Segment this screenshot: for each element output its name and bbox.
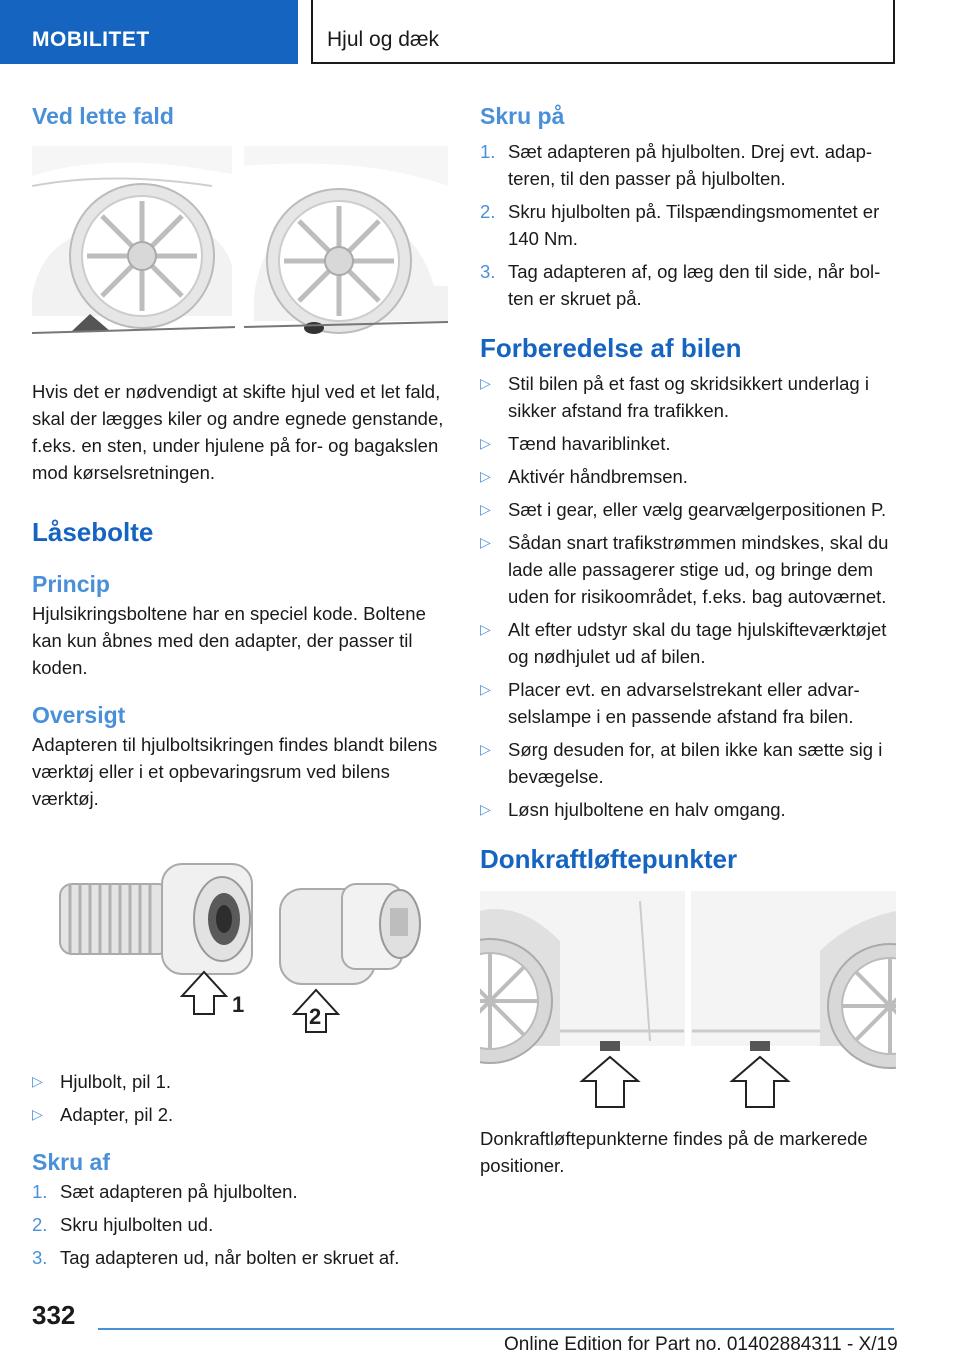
triangle-bullet-icon: ▷ <box>480 681 491 697</box>
heading-jack-points: Donkraftløftepunkter <box>480 844 738 874</box>
heading-unscrew: Skru af <box>32 1149 110 1175</box>
overview-list <box>32 1068 452 1128</box>
list-item-text: Tænd havariblinket. <box>508 433 671 454</box>
list-item <box>480 676 896 730</box>
triangle-bullet-icon: ▷ <box>480 375 491 391</box>
triangle-bullet-icon: ▷ <box>480 534 491 550</box>
step-item <box>32 1244 452 1271</box>
step-item <box>32 1211 452 1238</box>
jack-point-arrow-icon <box>732 1057 788 1107</box>
arrow-2-icon <box>294 990 338 1032</box>
step-number: 2. <box>32 1214 48 1235</box>
left-column <box>32 100 452 1277</box>
heading-lock-bolts: Låsebolte <box>32 517 154 547</box>
heading-slope: Ved lette fald <box>32 103 174 129</box>
wheel-chock-illustration <box>32 146 448 346</box>
step-item <box>480 198 896 252</box>
list-item-text: Aktivér håndbremsen. <box>508 466 688 487</box>
triangle-bullet-icon: ▷ <box>480 468 491 484</box>
step-item <box>32 1178 452 1205</box>
triangle-bullet-icon: ▷ <box>32 1073 43 1089</box>
list-item <box>480 616 896 670</box>
step-text: Skru hjulbolten ud. <box>60 1214 214 1235</box>
prep-list <box>480 370 896 823</box>
list-item <box>32 1068 452 1095</box>
list-item-text: Sæt i gear, eller vælg gearvælgerpositionen P. <box>508 499 887 520</box>
list-item-text: Løsn hjulboltene en halv omgang. <box>508 799 786 820</box>
step-text: Tag adapteren af, og læg den til side, når bolten er skruet på. <box>508 261 881 309</box>
list-item-text: Sørg desuden for, at bilen ikke kan sætte sig i bevægelse. <box>508 739 883 787</box>
list-item-text: Sådan snart trafikstrømmen mindskes, skal du lade alle passagerer stige ud, og bringe dem uden for risikoområdet, f.eks. bag autoværnet. <box>508 532 889 607</box>
triangle-bullet-icon: ▷ <box>480 621 491 637</box>
triangle-bullet-icon: ▷ <box>480 501 491 517</box>
section-tab: MOBILITET <box>0 0 298 64</box>
list-item <box>480 430 896 457</box>
jack-points-text: Donkraftløftepunkterne findes på de markerede positioner. <box>480 1128 868 1176</box>
triangle-bullet-icon: ▷ <box>480 741 491 757</box>
list-item-text: Placer evt. en advarselstrekant eller advarselslampe i en passende afstand fra bilen. <box>508 679 860 727</box>
right-column <box>480 100 896 1179</box>
step-item <box>480 258 896 312</box>
jack-points-illustration <box>480 891 896 1111</box>
footer-rule <box>98 1328 894 1330</box>
step-text: Sæt adapteren på hjulbolten. Drej evt. adapteren, til den passer på hjulbolten. <box>508 141 873 189</box>
step-text: Skru hjulbolten på. Tilspændingsmomentet er 140 Nm. <box>508 201 880 249</box>
heading-principle: Princip <box>32 571 110 597</box>
list-item <box>480 370 896 424</box>
arrow-2-label: 2 <box>309 1004 322 1029</box>
heading-prep: Forberedelse af bilen <box>480 333 742 363</box>
step-item <box>480 138 896 192</box>
heading-screw-on: Skru på <box>480 103 565 129</box>
principle-text: Hjulsikringsboltene har en speciel kode. Boltene kan kun åbnes med den adapter, der passer til koden. <box>32 603 426 678</box>
step-number: 1. <box>32 1181 48 1202</box>
arrow-1-icon <box>182 972 244 1017</box>
list-item-text: Hjulbolt, pil 1. <box>60 1071 172 1092</box>
triangle-bullet-icon: ▷ <box>480 435 491 451</box>
list-item <box>480 736 896 790</box>
list-item-text: Stil bilen på et fast og skridsikkert underlag i sikker afstand fra trafikken. <box>508 373 869 421</box>
heading-overview: Oversigt <box>32 702 126 728</box>
list-item-text: Adapter, pil 2. <box>60 1104 174 1125</box>
unscrew-steps <box>32 1178 452 1271</box>
edition-note: Online Edition for Part no. 01402884311 - X/19 <box>504 1334 898 1355</box>
list-item <box>480 796 896 823</box>
step-number: 1. <box>480 141 496 162</box>
list-item <box>32 1101 452 1128</box>
list-item-text: Alt efter udstyr skal du tage hjulskifteværktøjet og nødhjulet ud af bilen. <box>508 619 887 667</box>
list-item <box>480 496 896 523</box>
step-text: Tag adapteren ud, når bolten er skruet af. <box>60 1247 400 1268</box>
list-item <box>480 463 896 490</box>
overview-text: Adapteren til hjulboltsikringen findes blandt bilens værktøj eller i et opbevaringsrum ved bilens værktøj. <box>32 734 438 809</box>
bolt-adapter-illustration <box>32 844 448 1044</box>
step-number: 2. <box>480 201 496 222</box>
triangle-bullet-icon: ▷ <box>32 1106 43 1122</box>
list-item <box>480 529 896 610</box>
step-text: Sæt adapteren på hjulbolten. <box>60 1181 298 1202</box>
slope-text: Hvis det er nødvendigt at skifte hjul ved et let fald, skal der lægges kiler og andre egnede genstande, f.eks. en sten, under hjulene på for- og bagakslen mod kørselsretningen. <box>32 381 444 483</box>
triangle-bullet-icon: ▷ <box>480 801 491 817</box>
step-number: 3. <box>480 261 496 282</box>
page-number: 332 <box>32 1300 76 1330</box>
arrow-1-label: 1 <box>232 992 245 1017</box>
chapter-title: Hjul og dæk <box>311 0 895 64</box>
step-number: 3. <box>32 1247 48 1268</box>
screw-steps <box>480 138 896 312</box>
jack-point-arrow-icon <box>582 1057 638 1107</box>
